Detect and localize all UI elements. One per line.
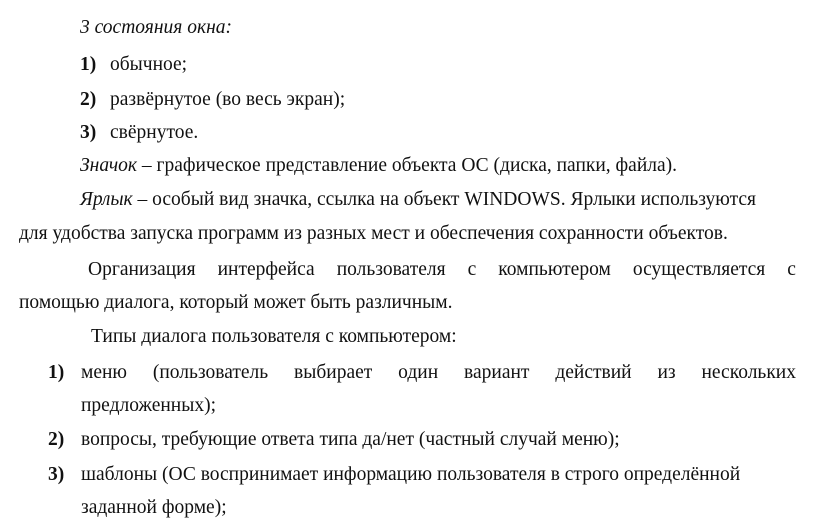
dialog-type-item-3-line2: заданной форме); (81, 497, 227, 518)
list-text: вопросы, требующие ответа типа да/нет (частный случай меню); (81, 429, 620, 450)
org-paragraph-line1: Организация интерфейса пользователя с компьютером осуществляется с (88, 259, 796, 280)
state-item-3 (80, 121, 198, 144)
org-paragraph-line2: помощью диалога, который может быть различным. (19, 292, 453, 313)
list-number: 3) (80, 122, 97, 143)
term: Ярлык (80, 189, 133, 210)
icon-definition: Значок – графическое представление объекта ОС (диска, папки, файла). (80, 155, 678, 176)
dialog-types-heading: Типы диалога пользователя с компьютером: (91, 326, 457, 347)
list-text-line1: меню (пользователь выбирает один вариант действий из нескольких (81, 362, 796, 383)
term: Значок (80, 155, 137, 176)
dialog-type-item-3 (48, 463, 740, 486)
dialog-type-item-2 (48, 428, 620, 451)
dialog-type-item-1 (48, 361, 796, 384)
shortcut-definition-line2: для удобства запуска программ из разных мест и обеспечения сохранности объектов. (19, 223, 728, 244)
list-text: развёрнутое (во весь экран); (110, 89, 346, 110)
states-heading: 3 состояния окна: (80, 17, 232, 38)
state-item-2 (80, 88, 345, 111)
list-text: шаблоны (ОС воспринимает информацию пользователя в строго определённой (81, 464, 741, 485)
list-number: 3) (48, 464, 65, 485)
list-text: свёрнутое. (110, 122, 199, 143)
list-number: 2) (80, 89, 97, 110)
shortcut-definition-line1: Ярлык – особый вид значка, ссылка на объект WINDOWS. Ярлыки используются (80, 189, 756, 210)
dialog-type-item-1-line2: предложенных); (81, 395, 217, 416)
list-number: 2) (48, 429, 65, 450)
state-item-1 (80, 53, 187, 76)
list-number: 1) (80, 54, 97, 75)
list-number: 1) (48, 362, 65, 383)
list-text: обычное; (110, 54, 188, 75)
